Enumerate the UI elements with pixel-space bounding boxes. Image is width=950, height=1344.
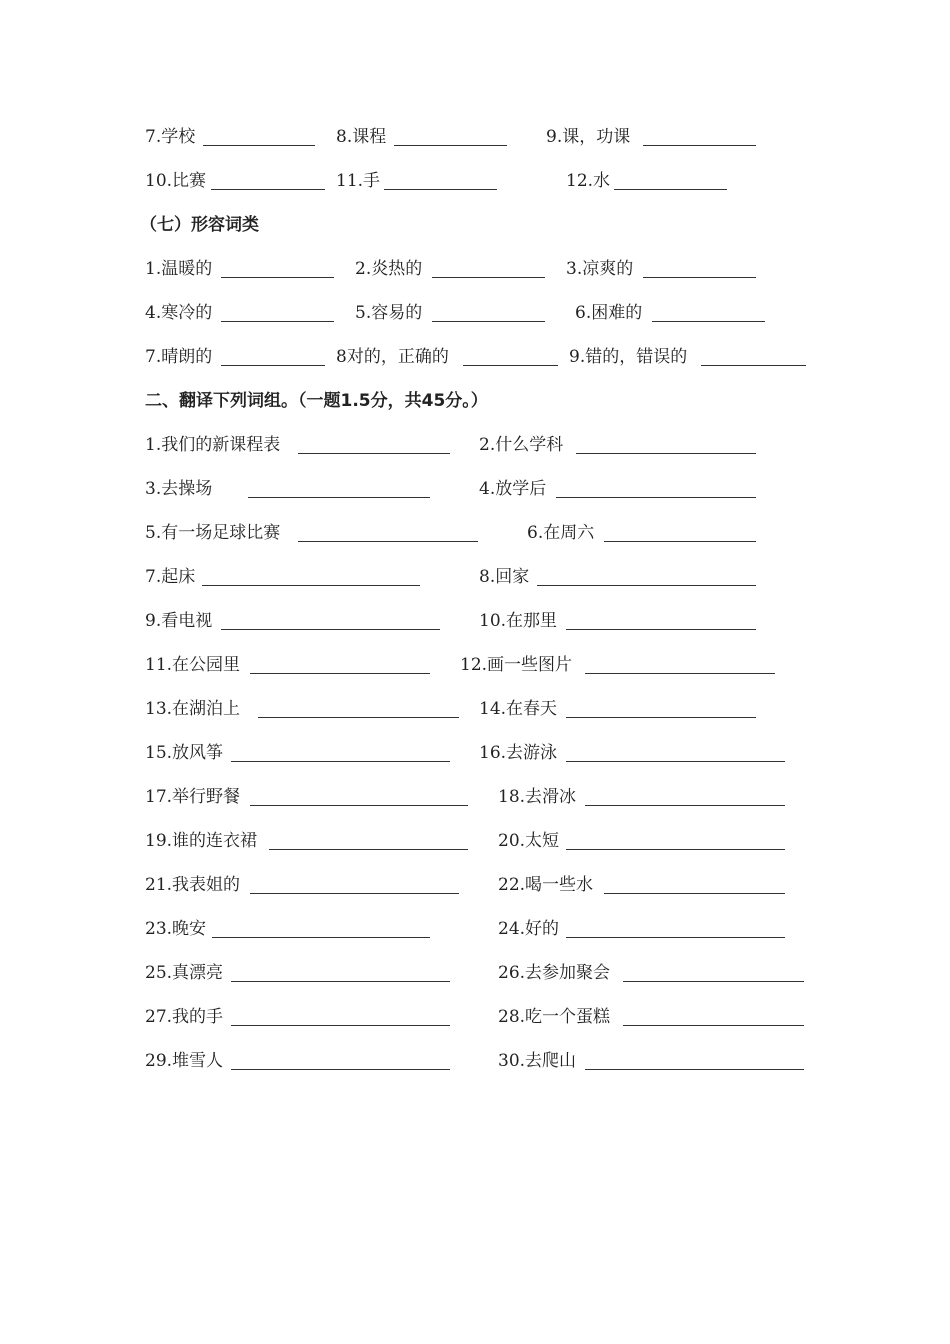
phrase-item: 24.好的	[498, 919, 560, 939]
adj-item-1: 1.温暖的	[145, 259, 213, 279]
answer-blank[interactable]	[432, 277, 545, 278]
adj-item-2: 2.炎热的	[355, 259, 423, 279]
phrase-item: 16.去游泳	[479, 743, 558, 763]
vocab-row-2	[0, 169, 950, 193]
vocab-item-12: 12.水	[566, 171, 611, 191]
answer-blank[interactable]	[463, 365, 558, 366]
answer-blank[interactable]	[221, 365, 325, 366]
phrase-item: 20.太短	[498, 831, 560, 851]
phrase-item: 9.看电视	[145, 611, 213, 631]
adj-row-3	[0, 345, 950, 369]
phrase-row	[0, 873, 950, 897]
answer-blank[interactable]	[701, 365, 806, 366]
vocab-item-8: 8.课程	[336, 127, 387, 147]
answer-blank[interactable]	[585, 673, 775, 674]
answer-blank[interactable]	[298, 541, 478, 542]
section-heading-translate: 二、翻译下列词组。（一题1.5分，共45分。）	[145, 391, 488, 411]
phrase-item: 28.吃一个蛋糕	[498, 1007, 611, 1027]
phrase-item: 27.我的手	[145, 1007, 224, 1027]
phrase-item: 21.我表姐的	[145, 875, 241, 895]
answer-blank[interactable]	[384, 189, 497, 190]
phrase-item: 22.喝一些水	[498, 875, 594, 895]
vocab-item-11: 11.手	[336, 171, 381, 191]
phrase-row	[0, 1005, 950, 1029]
phrase-item: 1.我们的新课程表	[145, 435, 281, 455]
phrase-item: 19.谁的连衣裙	[145, 831, 258, 851]
phrase-row	[0, 653, 950, 677]
answer-blank[interactable]	[231, 1025, 450, 1026]
answer-blank[interactable]	[394, 145, 507, 146]
answer-blank[interactable]	[566, 761, 785, 762]
phrase-item: 7.起床	[145, 567, 196, 587]
answer-blank[interactable]	[566, 629, 756, 630]
answer-blank[interactable]	[585, 805, 785, 806]
phrase-item: 10.在那里	[479, 611, 558, 631]
answer-blank[interactable]	[231, 981, 450, 982]
adj-item-6: 6.困难的	[575, 303, 643, 323]
phrase-row	[0, 609, 950, 633]
phrase-item: 5.有一场足球比赛	[145, 523, 281, 543]
answer-blank[interactable]	[250, 805, 468, 806]
answer-blank[interactable]	[298, 453, 450, 454]
answer-blank[interactable]	[221, 321, 334, 322]
phrase-item: 25.真漂亮	[145, 963, 224, 983]
adj-row-1	[0, 257, 950, 281]
answer-blank[interactable]	[248, 497, 430, 498]
adj-row-2	[0, 301, 950, 325]
phrase-item: 26.去参加聚会	[498, 963, 611, 983]
answer-blank[interactable]	[211, 189, 325, 190]
vocab-item-9: 9.课，功课	[546, 127, 631, 147]
phrase-item: 11.在公园里	[145, 655, 241, 675]
answer-blank[interactable]	[250, 673, 430, 674]
phrase-item: 15.放风筝	[145, 743, 224, 763]
adj-item-8: 8对的，正确的	[336, 347, 449, 367]
answer-blank[interactable]	[614, 189, 727, 190]
phrase-row	[0, 961, 950, 985]
answer-blank[interactable]	[566, 717, 756, 718]
phrase-item: 30.去爬山	[498, 1051, 577, 1071]
adj-item-9: 9.错的，错误的	[569, 347, 688, 367]
answer-blank[interactable]	[623, 1025, 804, 1026]
phrase-row	[0, 433, 950, 457]
phrase-row	[0, 521, 950, 545]
answer-blank[interactable]	[566, 937, 785, 938]
answer-blank[interactable]	[566, 849, 785, 850]
section-heading-adjectives: （七）形容词类	[140, 215, 259, 235]
answer-blank[interactable]	[643, 145, 756, 146]
answer-blank[interactable]	[231, 1069, 450, 1070]
answer-blank[interactable]	[556, 497, 756, 498]
answer-blank[interactable]	[269, 849, 468, 850]
answer-blank[interactable]	[576, 453, 756, 454]
phrase-row	[0, 785, 950, 809]
phrase-item: 14.在春天	[479, 699, 558, 719]
phrase-item: 6.在周六	[527, 523, 595, 543]
phrase-item: 8.回家	[479, 567, 530, 587]
answer-blank[interactable]	[221, 629, 440, 630]
answer-blank[interactable]	[203, 145, 315, 146]
answer-blank[interactable]	[432, 321, 545, 322]
phrase-item: 2.什么学科	[479, 435, 564, 455]
phrase-item: 12.画一些图片	[460, 655, 573, 675]
phrase-item: 3.去操场	[145, 479, 213, 499]
phrase-row	[0, 565, 950, 589]
answer-blank[interactable]	[231, 761, 450, 762]
answer-blank[interactable]	[221, 277, 334, 278]
answer-blank[interactable]	[604, 541, 756, 542]
vocab-row-1	[0, 125, 950, 149]
answer-blank[interactable]	[623, 981, 804, 982]
phrase-row	[0, 697, 950, 721]
adj-item-3: 3.凉爽的	[566, 259, 634, 279]
answer-blank[interactable]	[258, 717, 459, 718]
answer-blank[interactable]	[250, 893, 459, 894]
vocab-item-7: 7.学校	[145, 127, 196, 147]
phrase-item: 23.晚安	[145, 919, 207, 939]
phrase-row	[0, 1049, 950, 1073]
answer-blank[interactable]	[537, 585, 756, 586]
answer-blank[interactable]	[643, 277, 756, 278]
phrase-row	[0, 917, 950, 941]
adj-item-5: 5.容易的	[355, 303, 423, 323]
phrase-item: 4.放学后	[479, 479, 547, 499]
phrase-row	[0, 829, 950, 853]
adj-item-7: 7.晴朗的	[145, 347, 213, 367]
phrase-item: 17.举行野餐	[145, 787, 241, 807]
vocab-item-10: 10.比赛	[145, 171, 207, 191]
phrase-item: 29.堆雪人	[145, 1051, 224, 1071]
phrase-row	[0, 741, 950, 765]
phrase-row	[0, 477, 950, 501]
adj-item-4: 4.寒冷的	[145, 303, 213, 323]
answer-blank[interactable]	[604, 893, 785, 894]
phrase-item: 18.去滑冰	[498, 787, 577, 807]
answer-blank[interactable]	[652, 321, 765, 322]
answer-blank[interactable]	[212, 937, 430, 938]
answer-blank[interactable]	[202, 585, 420, 586]
answer-blank[interactable]	[585, 1069, 804, 1070]
phrase-item: 13.在湖泊上	[145, 699, 241, 719]
